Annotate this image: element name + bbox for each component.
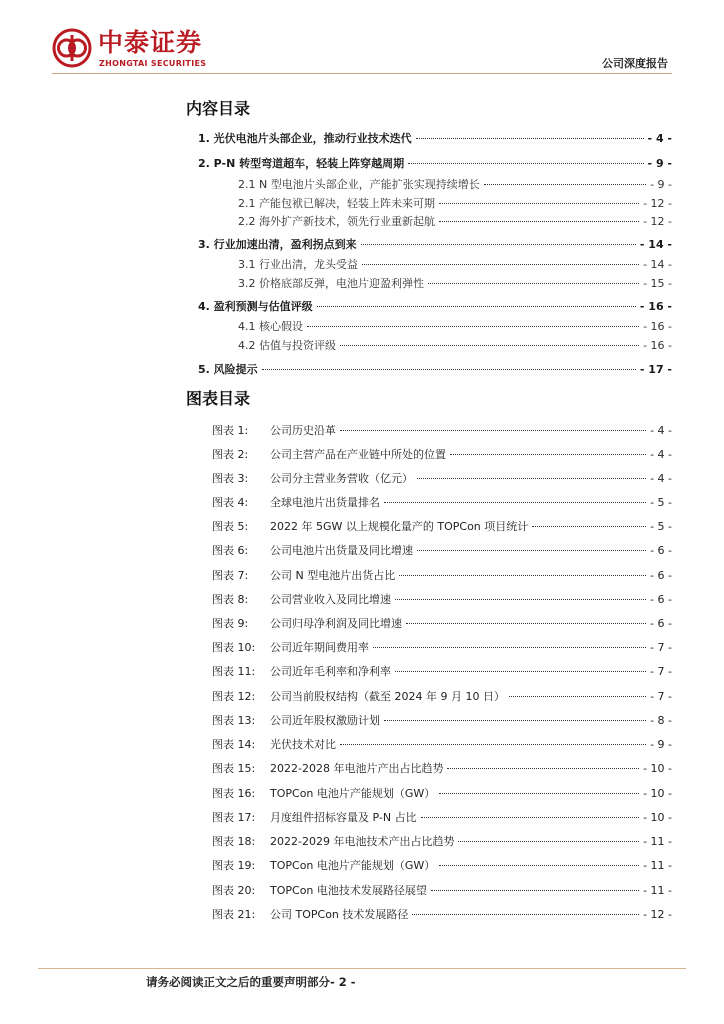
figure-label: 公司近年毛利率和净利率 <box>270 665 391 678</box>
toc-item[interactable] <box>238 257 672 272</box>
toc-item-page: - 14 - <box>639 238 672 251</box>
toc-item-page: - 15 - <box>643 277 672 290</box>
figure-label: 公司电池片出货量及同比增速 <box>270 544 413 557</box>
figure-page: - 10 - <box>643 787 672 800</box>
toc-item-label: 4. 盈利预测与估值评级 <box>198 300 313 313</box>
figure-page: - 8 - <box>650 714 672 727</box>
figure-label: TOPCon 电池技术发展路径展望 <box>270 884 427 897</box>
toc-item-label: 2. P-N 转型弯道超车，轻装上阵穿越周期 <box>198 157 405 170</box>
figure-item[interactable] <box>212 471 672 486</box>
figure-page: - 5 - <box>650 496 672 509</box>
figure-label: 2022 年 5GW 以上规模化量产的 TOPCon 项目统计 <box>270 520 529 533</box>
figure-number: 图表 8: <box>212 593 249 606</box>
figure-number: 图表 6: <box>212 544 249 557</box>
toc-leader <box>416 138 644 139</box>
figure-label: 公司 N 型电池片出货占比 <box>270 569 396 582</box>
footer-disclaimer: 请务必阅读正文之后的重要声明部分 <box>146 975 330 989</box>
figure-number: 图表 19: <box>212 859 256 872</box>
toc-item-label: 4.1 核心假设 <box>238 320 303 333</box>
figure-page: - 11 - <box>643 884 672 897</box>
figure-label: TOPCon 电池片产能规划（GW） <box>270 787 436 800</box>
toc-item-page: - 16 - <box>643 320 672 333</box>
figure-number: 图表 2: <box>212 448 249 461</box>
figure-number: 图表 9: <box>212 617 249 630</box>
toc-leader <box>361 244 636 245</box>
figure-page: - 7 - <box>650 665 672 678</box>
toc-item-page: - 14 - <box>643 258 672 271</box>
zhongtai-logo-icon <box>52 28 92 68</box>
toc-item[interactable] <box>198 156 672 171</box>
toc-leader <box>439 221 639 222</box>
figure-number: 图表 12: <box>212 690 256 703</box>
toc-item-page: - 9 - <box>647 157 672 170</box>
toc-leader <box>447 768 639 769</box>
toc-leader <box>439 865 639 866</box>
toc-item-page: - 12 - <box>643 215 672 228</box>
toc-item[interactable] <box>238 319 672 334</box>
figure-page: - 7 - <box>650 641 672 654</box>
toc-leader <box>373 647 646 648</box>
figure-label: 光伏技术对比 <box>270 738 336 751</box>
toc-item[interactable] <box>238 177 672 192</box>
figure-item[interactable] <box>212 907 672 922</box>
figure-number: 图表 13: <box>212 714 256 727</box>
figure-label: 公司营业收入及同比增速 <box>270 593 391 606</box>
toc-item[interactable] <box>198 299 672 314</box>
figure-page: - 9 - <box>650 738 672 751</box>
figure-page: - 4 - <box>650 472 672 485</box>
toc-item[interactable] <box>198 237 672 252</box>
toc-leader <box>406 623 646 624</box>
toc-item[interactable] <box>198 362 672 377</box>
toc-leader <box>340 430 646 431</box>
figure-item[interactable] <box>212 592 672 607</box>
figure-item[interactable] <box>212 664 672 679</box>
figure-label: 公司主营产品在产业链中所处的位置 <box>270 448 446 461</box>
figure-number: 图表 10: <box>212 641 256 654</box>
figure-item[interactable] <box>212 858 672 873</box>
toc-leader <box>317 306 636 307</box>
figure-item[interactable] <box>212 737 672 752</box>
toc-leader <box>399 575 646 576</box>
figure-label: 公司分主营业务营收（亿元） <box>270 472 413 485</box>
figure-item[interactable] <box>212 883 672 898</box>
toc-leader <box>532 526 646 527</box>
toc-item-page: - 4 - <box>647 132 672 145</box>
figure-number: 图表 14: <box>212 738 256 751</box>
figure-number: 图表 16: <box>212 787 256 800</box>
figure-number: 图表 3: <box>212 472 249 485</box>
toc-leader <box>484 184 646 185</box>
toc-leader <box>262 369 636 370</box>
figure-item[interactable] <box>212 568 672 583</box>
toc-item-label: 3. 行业加速出清，盈利拐点到来 <box>198 238 357 251</box>
toc-leader <box>307 326 639 327</box>
figure-label: 公司近年期间费用率 <box>270 641 369 654</box>
toc-item-label: 3.2 价格底部反弹，电池片迎盈利弹性 <box>238 277 424 290</box>
figure-label: 2022-2029 年电池技术产出占比趋势 <box>270 835 455 848</box>
figure-page: - 10 - <box>643 762 672 775</box>
figures-title: 图表目录 <box>186 389 251 408</box>
figure-item[interactable] <box>212 495 672 510</box>
figure-item[interactable] <box>212 519 672 534</box>
figure-page: - 11 - <box>643 859 672 872</box>
page-header <box>0 0 724 80</box>
figure-item[interactable] <box>212 834 672 849</box>
footer-page-number: - 2 - <box>330 975 356 989</box>
toc-leader <box>439 203 639 204</box>
figure-label: 全球电池片出货量排名 <box>270 496 380 509</box>
footer-divider <box>38 968 686 969</box>
toc-item[interactable] <box>238 196 672 211</box>
figure-item[interactable] <box>212 447 672 462</box>
figure-label: 公司历史沿革 <box>270 424 336 437</box>
figure-number: 图表 15: <box>212 762 256 775</box>
figure-item[interactable] <box>212 543 672 558</box>
figure-label: 2022-2028 年电池片产出占比趋势 <box>270 762 444 775</box>
figure-number: 图表 5: <box>212 520 249 533</box>
toc-item[interactable] <box>238 214 672 229</box>
toc-leader <box>421 817 639 818</box>
toc-item-label: 4.2 估值与投资评级 <box>238 339 336 352</box>
toc-leader <box>384 502 646 503</box>
toc-leader <box>458 841 639 842</box>
figure-page: - 4 - <box>650 424 672 437</box>
toc-item-label: 5. 风险提示 <box>198 363 258 376</box>
figure-page: - 12 - <box>643 908 672 921</box>
figure-page: - 6 - <box>650 569 672 582</box>
toc-item-page: - 17 - <box>639 363 672 376</box>
toc-item-label: 2.1 产能包袱已解决，轻装上阵未来可期 <box>238 197 435 210</box>
toc-leader <box>431 890 639 891</box>
figure-item[interactable] <box>212 761 672 776</box>
figure-page: - 4 - <box>650 448 672 461</box>
figure-label: 公司 TOPCon 技术发展路径 <box>270 908 409 921</box>
figure-number: 图表 11: <box>212 665 256 678</box>
figure-number: 图表 21: <box>212 908 256 921</box>
figure-page: - 5 - <box>650 520 672 533</box>
toc-item[interactable] <box>238 338 672 353</box>
figure-label: 公司近年股权激励计划 <box>270 714 380 727</box>
toc-title: 内容目录 <box>186 99 251 118</box>
figure-item[interactable] <box>212 640 672 655</box>
figure-item[interactable] <box>212 786 672 801</box>
figure-page: - 6 - <box>650 617 672 630</box>
figure-number: 图表 4: <box>212 496 249 509</box>
figure-number: 图表 18: <box>212 835 256 848</box>
toc-item-page: - 12 - <box>643 197 672 210</box>
figure-item[interactable] <box>212 423 672 438</box>
figure-number: 图表 20: <box>212 884 256 897</box>
page-footer <box>146 974 356 990</box>
toc-leader <box>417 478 646 479</box>
toc-item-label: 3.1 行业出清，龙头受益 <box>238 258 358 271</box>
toc-item-page: - 16 - <box>639 300 672 313</box>
toc-leader <box>340 345 639 346</box>
toc-leader <box>362 264 639 265</box>
toc-leader <box>395 599 646 600</box>
figure-page: - 6 - <box>650 593 672 606</box>
report-type: 公司深度报告 <box>602 57 668 70</box>
toc-item-label: 2.1 N 型电池片头部企业，产能扩张实现持续增长 <box>238 178 480 191</box>
figure-page: - 7 - <box>650 690 672 703</box>
header-divider <box>52 73 672 74</box>
figure-number: 图表 7: <box>212 569 249 582</box>
brand-name-cn: 中泰证券 <box>98 28 203 57</box>
toc-item-label: 1. 光伏电池片头部企业，推动行业技术迭代 <box>198 132 412 145</box>
toc-leader <box>408 163 643 164</box>
toc-leader <box>509 696 646 697</box>
figure-label: 公司当前股权结构（截至 2024 年 9 月 10 日） <box>270 690 505 703</box>
toc-item-page: - 16 - <box>643 339 672 352</box>
toc-leader <box>412 914 639 915</box>
figure-page: - 11 - <box>643 835 672 848</box>
figure-page: - 10 - <box>643 811 672 824</box>
brand-name-en: ZHONGTAI SECURITIES <box>99 59 207 68</box>
toc-leader <box>450 454 646 455</box>
toc-leader <box>384 720 646 721</box>
figure-number: 图表 17: <box>212 811 256 824</box>
figure-number: 图表 1: <box>212 424 249 437</box>
toc-leader <box>417 550 646 551</box>
figure-label: 公司归母净利润及同比增速 <box>270 617 402 630</box>
toc-item-page: - 9 - <box>650 178 672 191</box>
toc-leader <box>395 671 646 672</box>
toc-leader <box>439 793 639 794</box>
figure-item[interactable] <box>212 713 672 728</box>
figure-item[interactable] <box>212 810 672 825</box>
toc-item[interactable] <box>238 276 672 291</box>
figure-label: 月度组件招标容量及 P-N 占比 <box>270 811 417 824</box>
figure-label: TOPCon 电池片产能规划（GW） <box>270 859 436 872</box>
toc-leader <box>428 283 639 284</box>
toc-item[interactable] <box>198 131 672 146</box>
figure-page: - 6 - <box>650 544 672 557</box>
figure-item[interactable] <box>212 616 672 631</box>
figure-item[interactable] <box>212 689 672 704</box>
toc-item-label: 2.2 海外扩产新技术，领先行业重新起航 <box>238 215 435 228</box>
toc-leader <box>340 744 646 745</box>
